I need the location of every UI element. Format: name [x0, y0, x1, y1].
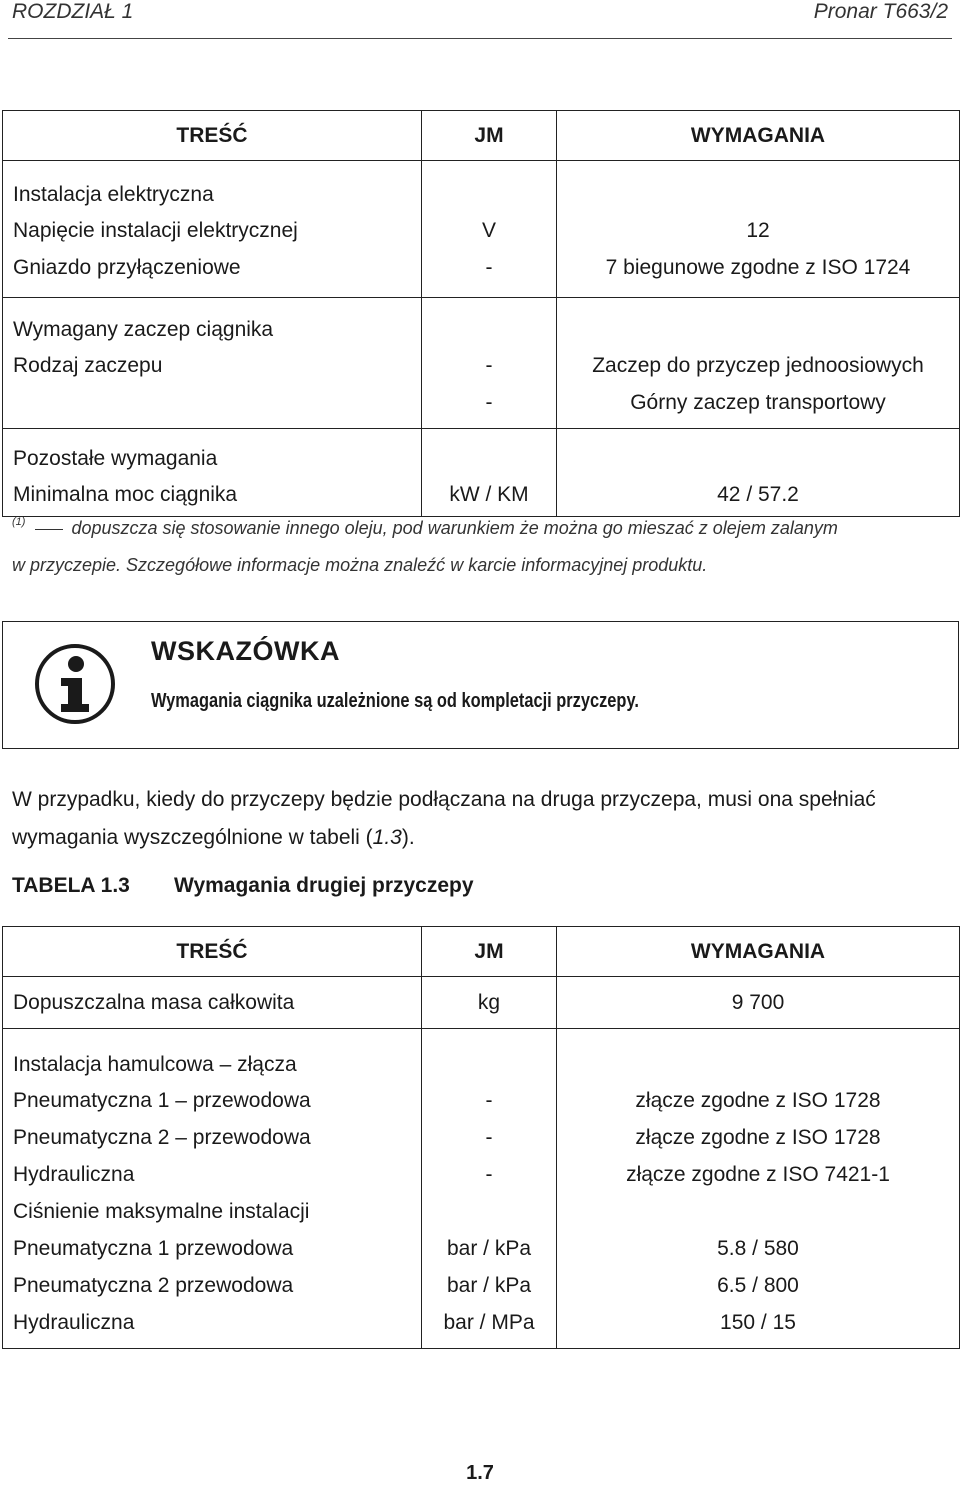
table-row — [3, 1231, 960, 1268]
row-label: Hydrauliczna — [3, 1157, 422, 1194]
table-reference-link[interactable]: 1.3 — [372, 826, 402, 849]
row-value: złącze zgodne z ISO 7421-1 — [557, 1157, 960, 1194]
table-row — [3, 213, 960, 250]
row-label: Rodzaj zaczepu — [3, 348, 422, 385]
row-label: Dopuszczalna masa całkowita — [3, 977, 422, 1029]
row-value: 5.8 / 580 — [557, 1231, 960, 1268]
row-label: Hydrauliczna — [3, 1305, 422, 1349]
row-value: 7 biegunowe zgodne z ISO 1724 — [557, 250, 960, 298]
row-value: 42 / 57.2 — [557, 475, 960, 517]
table-row — [3, 1083, 960, 1120]
note-box — [2, 621, 959, 749]
paragraph-line-1: W przypadku, kiedy do przyczepy będzie podłączana na druga przyczepa, musi ona spełniać — [12, 788, 876, 811]
column-header-unit: JM — [422, 111, 557, 161]
row-value: 9 700 — [557, 977, 960, 1029]
note-text: Wymagania ciągnika uzależnione są od kompletacji przyczepy. — [151, 690, 639, 712]
row-label: Pneumatyczna 1 przewodowa — [3, 1231, 422, 1268]
group-title-row — [3, 298, 960, 348]
footnote-line-2: w przyczepie. Szczegółowe informacje można znaleźć w karcie informacyjnej produktu. — [12, 555, 708, 575]
group-title: Ciśnienie maksymalne instalacji — [3, 1194, 422, 1231]
row-unit: bar / MPa — [422, 1305, 557, 1349]
row-unit: - — [422, 348, 557, 385]
column-header-content: TREŚĆ — [3, 927, 422, 977]
row-unit: - — [422, 250, 557, 298]
table-caption — [12, 874, 474, 898]
table-row — [3, 1305, 960, 1349]
page-number: 1.7 — [466, 1462, 494, 1484]
row-unit: bar / kPa — [422, 1268, 557, 1305]
note-title: WSKAZÓWKA — [151, 636, 340, 666]
group-title-row — [3, 429, 960, 475]
tractor-requirements-table — [2, 110, 960, 517]
row-label: Pneumatyczna 2 przewodowa — [3, 1268, 422, 1305]
row-label: Pneumatyczna 2 – przewodowa — [3, 1120, 422, 1157]
header-document-title: Pronar T663/2 — [813, 0, 948, 23]
row-unit: V — [422, 213, 557, 250]
header-divider — [8, 38, 952, 39]
column-header-unit: JM — [422, 927, 557, 977]
table-row — [3, 250, 960, 298]
row-unit: - — [422, 1157, 557, 1194]
row-value: Górny zaczep transportowy — [557, 385, 960, 429]
footnote-marker: (1) — [12, 516, 26, 528]
group-title-row — [3, 1029, 960, 1083]
table-caption-number: TABELA 1.3 — [12, 874, 130, 897]
row-unit: - — [422, 1120, 557, 1157]
table-caption-title: Wymagania drugiej przyczepy — [174, 874, 474, 897]
table-row — [3, 977, 960, 1029]
table-header-row — [3, 927, 960, 977]
group-title: Pozostałe wymagania — [3, 429, 422, 475]
info-icon — [33, 642, 117, 726]
group-title-row — [3, 161, 960, 213]
paragraph-line-2: wymagania wyszczególnione w tabeli ( — [12, 826, 373, 849]
group-title: Instalacja hamulcowa – złącza — [3, 1029, 422, 1083]
paragraph-line-2-end: ). — [401, 826, 415, 849]
table-row — [3, 1268, 960, 1305]
row-value: Zaczep do przyczep jednoosiowych — [557, 348, 960, 385]
row-value: złącze zgodne z ISO 1728 — [557, 1083, 960, 1120]
row-unit: kW / KM — [422, 475, 557, 517]
row-unit: - — [422, 1083, 557, 1120]
footnote — [12, 504, 947, 584]
table-header-row — [3, 111, 960, 161]
group-title: Wymagany zaczep ciągnika — [3, 298, 422, 348]
row-label: Minimalna moc ciągnika — [3, 475, 422, 517]
header-chapter: ROZDZIAŁ 1 — [12, 0, 134, 23]
row-value: złącze zgodne z ISO 1728 — [557, 1120, 960, 1157]
footnote-dash — [35, 529, 63, 530]
footnote-line-1: dopuszcza się stosowanie innego oleju, pod warunkiem że można go mieszać z olejem zalanym — [71, 518, 838, 538]
row-value: 150 / 15 — [557, 1305, 960, 1349]
row-label: Napięcie instalacji elektrycznej — [3, 213, 422, 250]
row-value: 12 — [557, 213, 960, 250]
row-unit: kg — [422, 977, 557, 1029]
table-row — [3, 1120, 960, 1157]
table-row — [3, 1157, 960, 1194]
row-label: Gniazdo przyłączeniowe — [3, 250, 422, 298]
second-trailer-requirements-table — [2, 926, 960, 1349]
column-header-requirements: WYMAGANIA — [557, 111, 960, 161]
body-paragraph — [12, 781, 952, 857]
table-row — [3, 348, 960, 385]
group-title-row — [3, 1194, 960, 1231]
row-unit: - — [422, 385, 557, 429]
group-title: Instalacja elektryczna — [3, 161, 422, 213]
row-value: 6.5 / 800 — [557, 1268, 960, 1305]
row-label: Pneumatyczna 1 – przewodowa — [3, 1083, 422, 1120]
column-header-requirements: WYMAGANIA — [557, 927, 960, 977]
column-header-content: TREŚĆ — [3, 111, 422, 161]
row-label — [3, 385, 422, 429]
row-unit: bar / kPa — [422, 1231, 557, 1268]
table-row — [3, 385, 960, 429]
